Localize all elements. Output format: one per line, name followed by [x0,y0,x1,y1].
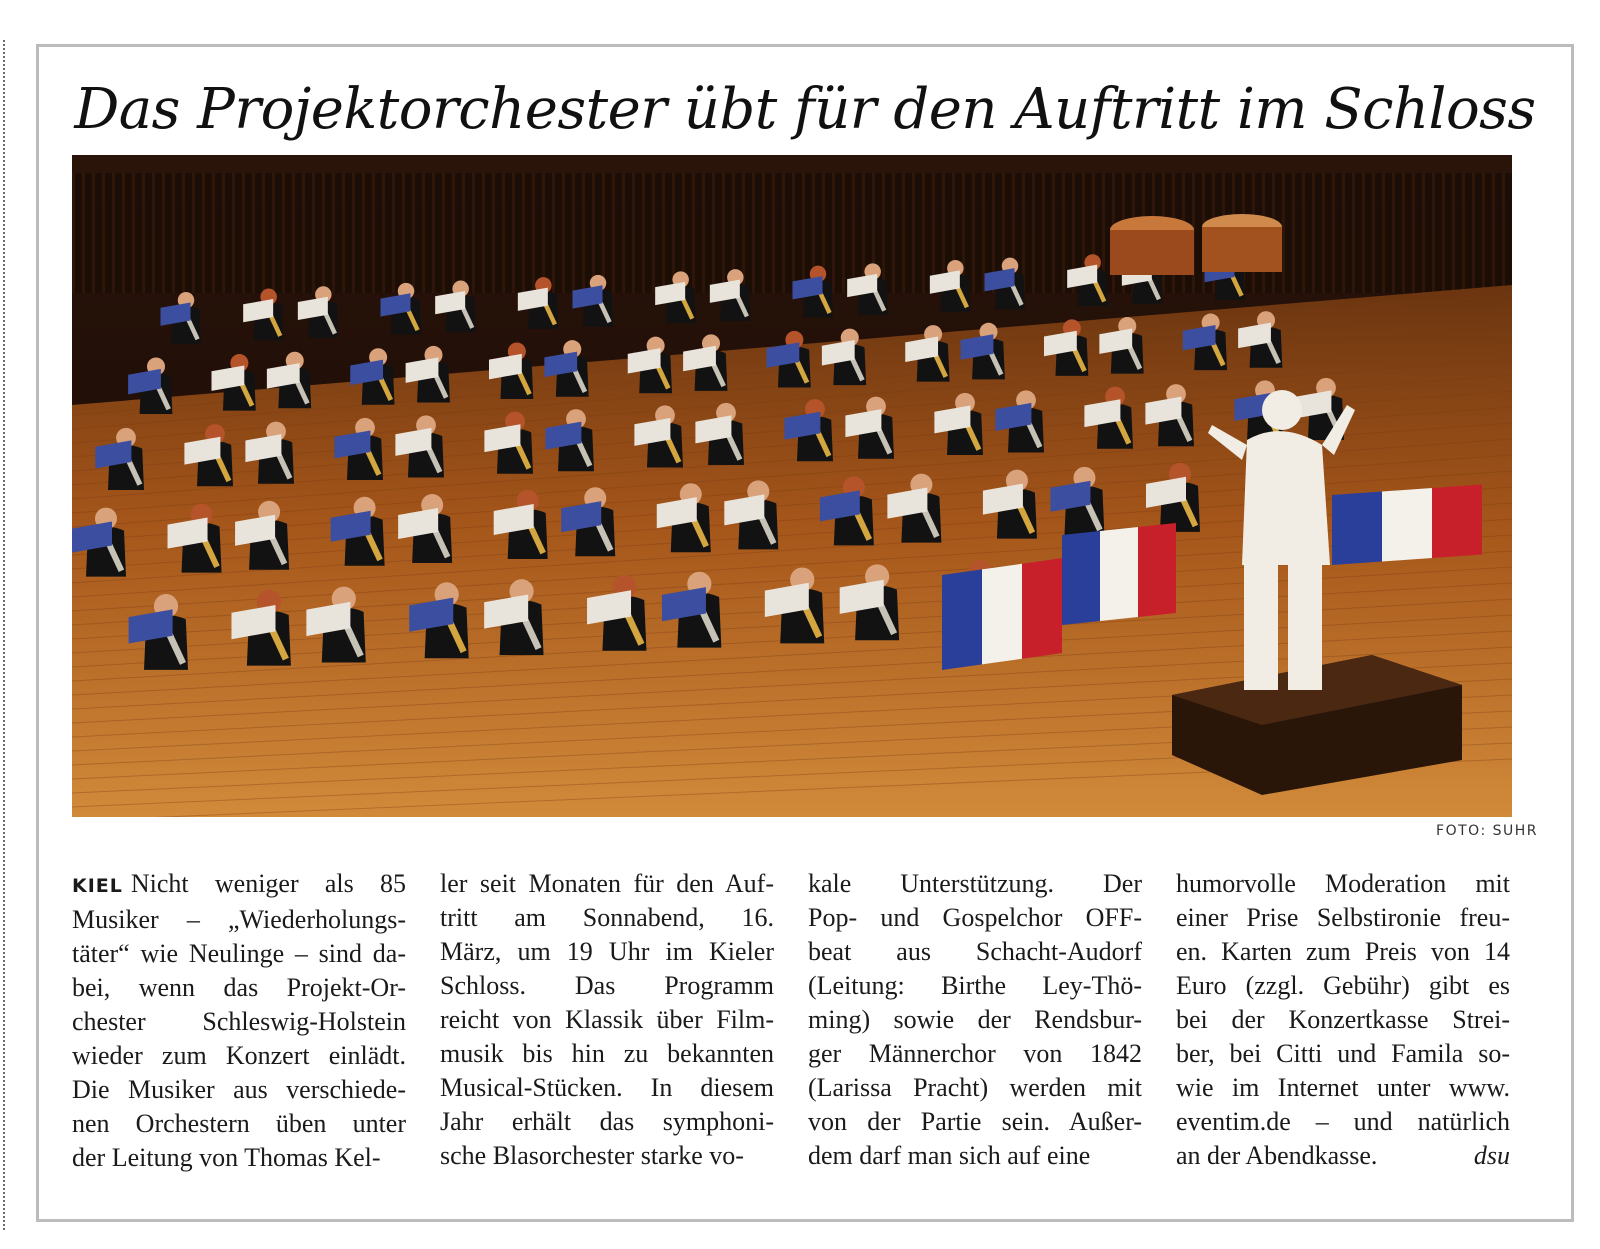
text-line: von der Partie sein. Außer- [808,1107,1142,1136]
headline: Das Projektorchester übt für den Auftritt im Schloss [74,77,1536,142]
text-line: wieder zum Konzert einlädt. [72,1041,406,1070]
text-line: musik bis hin zu bekannten [440,1039,774,1068]
newspaper-article [36,44,1574,1222]
text-line: Euro (zzgl. Gebühr) gibt es [1176,971,1510,1000]
text-line: Jahr erhält das symphoni- [440,1107,774,1136]
text-line: Musical-Stücken. In diesem [440,1073,774,1102]
text-column-4 [1176,867,1510,1173]
text-line: Schloss. Das Programm [440,971,774,1000]
text-line: Pop- und Gospelchor OFF- [808,903,1142,932]
text-line: reicht von Klassik über Film- [440,1005,774,1034]
text-line: en. Karten zum Preis von 14 [1176,937,1510,966]
text-line: ber, bei Citti und Famila so- [1176,1039,1510,1068]
orchestra-photo-drawing [72,155,1512,817]
text-line: täter“ wie Neulinge – sind da- [72,939,406,968]
text-line: bei, wenn das Projekt-Or- [72,973,406,1002]
text-line: chester Schleswig-Holstein [72,1007,406,1036]
text-line: eventim.de – und natürlich [1176,1107,1510,1136]
article-body [72,867,1512,1207]
text-line: (Leitung: Birthe Ley-Thö- [808,971,1142,1000]
cut-line [3,40,5,1230]
text-line: ler seit Monaten für den Auf- [440,869,774,898]
text-line: der Leitung von Thomas Kel- [72,1143,381,1172]
text-line: März, um 19 Uhr im Kieler [440,937,774,966]
text-line: tritt am Sonnabend, 16. [440,903,774,932]
text-column-1 [72,867,406,1175]
text-line: nen Orchestern üben unter [72,1109,406,1138]
text-line: sche Blasorchester starke vo- [440,1141,744,1170]
text-line: humorvolle Moderation mit [1176,869,1510,898]
dateline: KIEL [72,875,123,897]
text-line: ming) sowie der Rendsbur- [808,1005,1142,1034]
text-line: an der Abendkasse. dsu [1176,1139,1510,1173]
orchestra-photo [72,155,1512,817]
text-line: beat aus Schacht-Audorf [808,937,1142,966]
text-line: wie im Internet unter www. [1176,1073,1510,1102]
text-line: kale Unterstützung. Der [808,869,1142,898]
text-line: einer Prise Selbstironie freu- [1176,903,1510,932]
text-line: Musiker – „Wiederholungs- [72,905,406,934]
text-line: ger Männerchor von 1842 [808,1039,1142,1068]
photo-credit: FOTO: SUHR [1436,823,1538,839]
author-initials: dsu [1473,1141,1510,1170]
text-column-3 [808,867,1142,1173]
photo-curtain [72,173,1512,293]
text-line: KIEL Nicht weniger als 85 [72,869,406,898]
text-line: Die Musiker aus verschiede- [72,1075,406,1104]
text-line: dem darf man sich auf eine [808,1141,1091,1170]
text-line: (Larissa Pracht) werden mit [808,1073,1142,1102]
text-column-2 [440,867,774,1173]
text-line: bei der Konzertkasse Strei- [1176,1005,1510,1034]
